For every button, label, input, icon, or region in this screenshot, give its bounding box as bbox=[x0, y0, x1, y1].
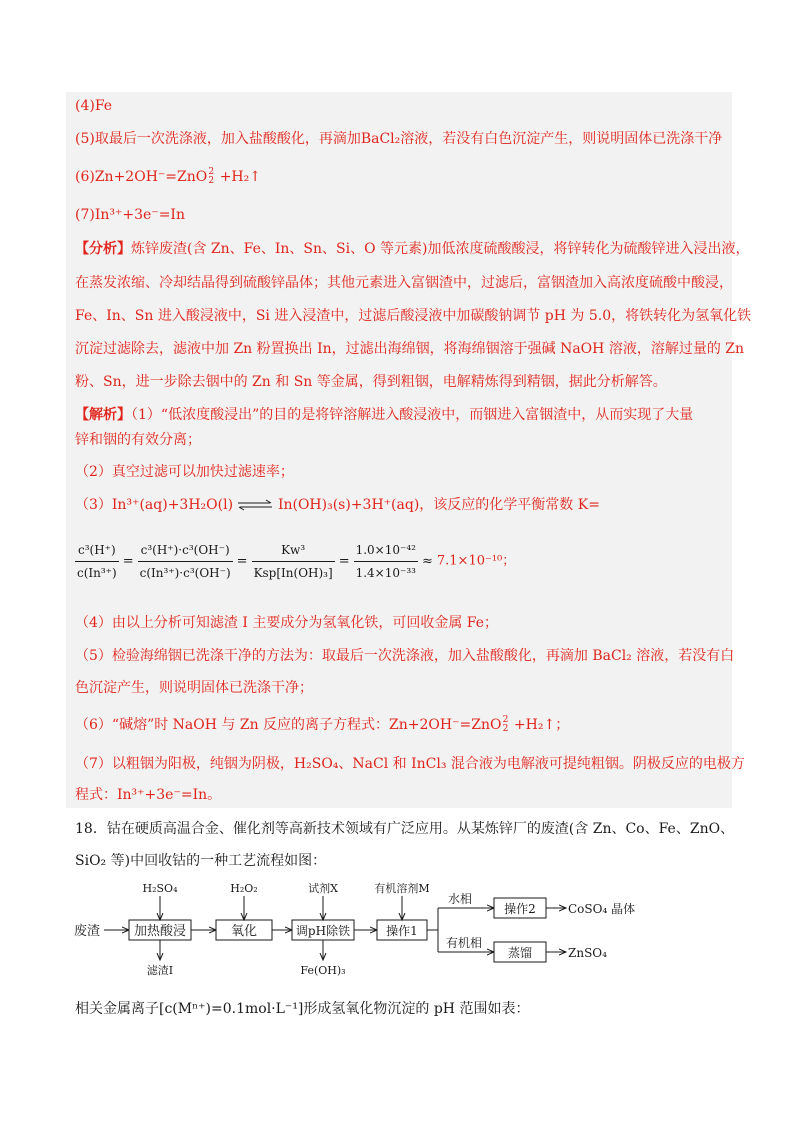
flow-input-h2so4: H₂SO₄ bbox=[142, 882, 178, 895]
process-flow-diagram bbox=[66, 878, 666, 978]
flow-box-acid-leach-label: 加热酸浸 bbox=[133, 924, 187, 939]
question-18-line-1: 18．钴在硬质高温合金、催化剂等高新技术领域有广泛应用。从某炼锌厂的废渣(含 Zn、Co、Fe、ZnO、 bbox=[75, 821, 735, 837]
fraction-2: $\frac{\text{c³(H⁺)·c³(OH⁻)}}{\text{c(In³⁺)·c³(OH⁻)}}$ bbox=[138, 540, 233, 583]
flow-start-label: 废渣 bbox=[74, 924, 101, 939]
analysis-line-1: 【分析】炼锌废渣(含 Zn、Fe、In、Sn、Si、O 等元素)加低浓度硫酸酸浸，将锌转化为硫酸锌进入浸出液， bbox=[75, 241, 750, 257]
explanation-line-11: 程式：In³⁺+3e⁻=In。 bbox=[75, 787, 222, 803]
answer-7: (7)In³⁺+3e⁻=In bbox=[75, 207, 185, 223]
flow-output-residue-1: 滤渣I bbox=[146, 964, 174, 977]
analysis-tag: 【分析】 bbox=[75, 241, 131, 257]
flow-product-znso4: ZnSO₄ bbox=[568, 946, 607, 960]
table-intro: 相关金属离子[c(Mⁿ⁺)=0.1mol·L⁻¹]形成氢氧化物沉淀的 pH 范围如表： bbox=[75, 1001, 530, 1017]
flow-product-coso4: CoSO₄ 晶体 bbox=[568, 902, 636, 916]
explanation-line-6: （4）由以上分析可知滤渣 I 主要成分为氢氧化铁，可回收金属 Fe； bbox=[75, 615, 499, 631]
fraction-1: $\frac{\text{c³(H⁺)}}{\text{c(In³⁺)}}$ bbox=[75, 540, 119, 583]
explanation-line-3: （2）真空过滤可以加快过滤速率； bbox=[75, 464, 294, 480]
flow-box-oxidation-label: 氧化 bbox=[230, 924, 258, 939]
explanation-line-1: 【解析】（1）“低浓度酸浸出”的目的是将锌溶解进入酸浸液中，而铟进入富铟渣中，从而实现了大量 bbox=[75, 407, 694, 423]
answer-5: (5)取最后一次洗涤液，加入盐酸酸化，再滴加BaCl₂溶液，若没有白色沉淀产生，则说明固体已洗涤干净 bbox=[75, 131, 723, 147]
explanation-line-7: （5）检验海绵铟已洗涤干净的方法为：取最后一次洗涤液，加入盐酸酸化，再滴加 BaCl₂ 溶液，若没有白 bbox=[75, 648, 735, 664]
answer-block bbox=[66, 92, 735, 808]
question-18-line-2: SiO₂ 等)中回收钴的一种工艺流程如图： bbox=[75, 853, 327, 869]
explanation-line-10: （7）以粗铟为阳极，纯铟为阴极，H₂SO₄、NaCl 和 InCl₃ 混合液为电解液可提纯粗铟。阴极反应的电极方 bbox=[75, 756, 745, 772]
equilibrium-arrow-icon bbox=[237, 499, 273, 511]
fraction-4: $\frac{\text{1.0×10⁻⁴²}}{\text{1.4×10⁻³³}}$ bbox=[354, 540, 418, 583]
answer-6: (6)Zn+2OH⁻=ZnO2 2 +H₂↑ bbox=[75, 167, 261, 186]
answer-4: (4)Fe bbox=[75, 98, 113, 114]
explanation-line-9: （6）“碱熔”时 NaOH 与 Zn 反应的离子方程式：Zn+2OH⁻=ZnO2 2 +H₂↑； bbox=[75, 715, 570, 734]
flow-box-distillation-label: 蒸馏 bbox=[507, 946, 533, 960]
explanation-tag: 【解析】 bbox=[75, 407, 131, 423]
analysis-line-5: 粉、Sn，进一步除去铟中的 Zn 和 Sn 等金属，得到粗铟，电解精炼得到精铟，据此分析解答。 bbox=[75, 374, 667, 390]
flow-branch-organic: 有机相 bbox=[446, 936, 483, 950]
analysis-line-3: Fe、In、Sn 进入酸浸液中，Si 进入浸渣中，过滤后酸浸液中加碳酸钠调节 pH 为 5.0，将铁转化为氢氧化铁 bbox=[75, 308, 752, 324]
flow-box-operation-1-label: 操作1 bbox=[386, 924, 418, 938]
fraction-3: $\frac{\text{Kw³}}{\text{Ksp[In(OH)₃]}}$ bbox=[252, 540, 335, 583]
explanation-line-4: （3）In³⁺(aq)+3H₂O(l) In(OH)₃(s)+3H⁺(aq)，该反应的化学平衡常数 K= bbox=[75, 497, 600, 513]
analysis-line-2: 在蒸发浓缩、冷却结晶得到硫酸锌晶体；其他元素进入富铟渣中，过滤后，富铟渣加入高浓度硫酸中酸浸， bbox=[75, 275, 733, 291]
flow-input-reagent-x: 试剂X bbox=[308, 882, 338, 895]
flow-branch-aqueous: 水相 bbox=[448, 892, 473, 906]
equilibrium-expression: $\frac{\text{c³(H⁺)}}{\text{c(In³⁺)}}$ = $\frac{\text{c³(H⁺)·c³(OH⁻)}}{\text{c(In³⁺)·c³(OH⁻)}}$ = $\frac{\text{Kw³}}{\text{Ksp[In(OH)₃]}}$ = $\frac{\text{1.0×10⁻⁴²}}{\text{1.4×10⁻³³}}$ ≈ 7.1×10⁻¹⁰； bbox=[75, 540, 515, 583]
equilibrium-result: 7.1×10⁻¹⁰； bbox=[436, 553, 516, 569]
flow-box-ph-adjust-label: 调pH除铁 bbox=[295, 924, 351, 938]
analysis-line-4: 沉淀过滤除去，滤液中加 Zn 粉置换出 In，过滤出海绵铟，将海绵铟溶于强碱 NaOH 溶液，溶解过量的 Zn bbox=[75, 341, 745, 357]
explanation-line-2: 锌和铟的有效分离； bbox=[75, 432, 201, 448]
flow-box-operation-2-label: 操作2 bbox=[504, 902, 536, 916]
explanation-line-8: 色沉淀产生，则说明固体已洗涤干净； bbox=[75, 680, 313, 696]
flow-input-organic-solvent: 有机溶剂M bbox=[374, 882, 430, 895]
flow-branch-line bbox=[427, 908, 438, 930]
flow-output-fe-oh-3: Fe(OH)₃ bbox=[300, 964, 346, 977]
approx-sign: ≈ bbox=[421, 553, 433, 569]
flow-input-h2o2: H₂O₂ bbox=[230, 882, 258, 895]
